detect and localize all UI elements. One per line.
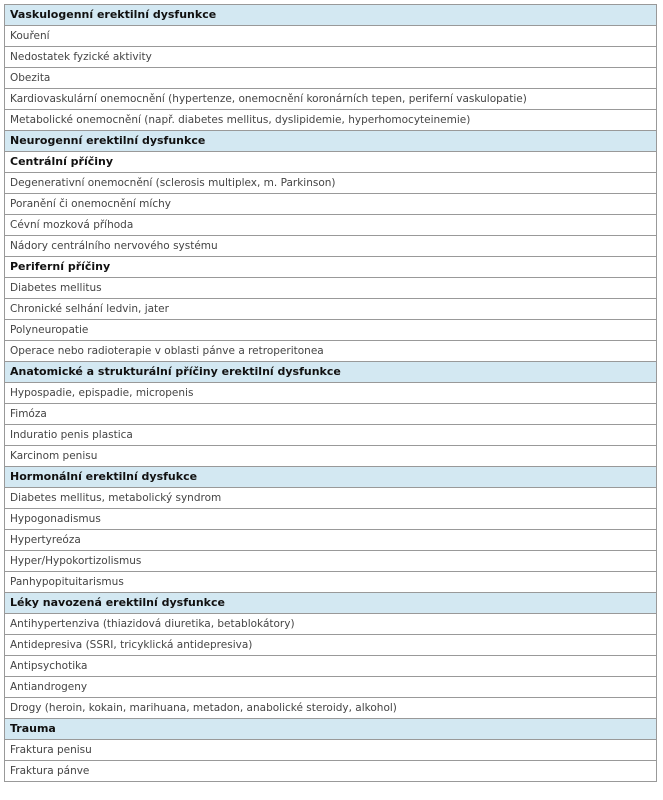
table-row	[5, 551, 657, 572]
section-title: Neurogenní erektilní dysfunkce	[5, 131, 657, 152]
section-title: Anatomické a strukturální příčiny erektilní dysfunkce	[5, 362, 657, 383]
table-row	[5, 740, 657, 761]
table-row	[5, 173, 657, 194]
cell-text: Metabolické onemocnění (např. diabetes mellitus, dyslipidemie, hyperhomocyteinemie)	[5, 110, 657, 131]
section-title: Trauma	[5, 719, 657, 740]
section-header-row	[5, 593, 657, 614]
cell-text: Hypertyreóza	[5, 530, 657, 551]
cell-text: Hypospadie, epispadie, micropenis	[5, 383, 657, 404]
section-header-row	[5, 719, 657, 740]
table-row	[5, 572, 657, 593]
cell-text: Fimóza	[5, 404, 657, 425]
table-row	[5, 656, 657, 677]
table-body	[5, 5, 657, 782]
cell-text: Diabetes mellitus, metabolický syndrom	[5, 488, 657, 509]
table-row	[5, 404, 657, 425]
table-row	[5, 635, 657, 656]
cell-text: Obezita	[5, 68, 657, 89]
section-header-row	[5, 131, 657, 152]
table-row	[5, 110, 657, 131]
cell-text: Antihypertenziva (thiazidová diuretika, betablokátory)	[5, 614, 657, 635]
table-row	[5, 677, 657, 698]
section-header-row	[5, 5, 657, 26]
cell-text: Polyneuropatie	[5, 320, 657, 341]
table-row	[5, 278, 657, 299]
table-row	[5, 341, 657, 362]
table-row	[5, 299, 657, 320]
cell-text: Drogy (heroin, kokain, marihuana, metadon, anabolické steroidy, alkohol)	[5, 698, 657, 719]
cell-text: Chronické selhání ledvin, jater	[5, 299, 657, 320]
section-title: Hormonální erektilní dysfukce	[5, 467, 657, 488]
section-title: Léky navozená erektilní dysfunkce	[5, 593, 657, 614]
table-row	[5, 614, 657, 635]
cell-text: Operace nebo radioterapie v oblasti pánve a retroperitonea	[5, 341, 657, 362]
table-row	[5, 68, 657, 89]
table-row	[5, 383, 657, 404]
cell-text: Degenerativní onemocnění (sclerosis multiplex, m. Parkinson)	[5, 173, 657, 194]
subheader-label: Centrální příčiny	[5, 152, 657, 173]
cell-text: Antipsychotika	[5, 656, 657, 677]
cell-text: Poranění či onemocnění míchy	[5, 194, 657, 215]
subheader-row	[5, 257, 657, 278]
cell-text: Antiandrogeny	[5, 677, 657, 698]
section-title: Vaskulogenní erektilní dysfunkce	[5, 5, 657, 26]
table-row	[5, 215, 657, 236]
subheader-row	[5, 152, 657, 173]
table-row	[5, 530, 657, 551]
cell-text: Kouření	[5, 26, 657, 47]
cell-text: Fraktura penisu	[5, 740, 657, 761]
subheader-label: Periferní příčiny	[5, 257, 657, 278]
section-header-row	[5, 467, 657, 488]
section-header-row	[5, 362, 657, 383]
table-row	[5, 47, 657, 68]
table-row	[5, 236, 657, 257]
table-row	[5, 194, 657, 215]
cell-text: Induratio penis plastica	[5, 425, 657, 446]
cell-text: Panhypopituitarismus	[5, 572, 657, 593]
table-row	[5, 425, 657, 446]
table-row	[5, 26, 657, 47]
cell-text: Fraktura pánve	[5, 761, 657, 782]
table-row	[5, 320, 657, 341]
causes-table	[4, 4, 657, 782]
cell-text: Cévní mozková příhoda	[5, 215, 657, 236]
cell-text: Nedostatek fyzické aktivity	[5, 47, 657, 68]
cell-text: Antidepresiva (SSRI, tricyklická antidepresiva)	[5, 635, 657, 656]
table-row	[5, 488, 657, 509]
cell-text: Hypogonadismus	[5, 509, 657, 530]
table-row	[5, 509, 657, 530]
cell-text: Diabetes mellitus	[5, 278, 657, 299]
table-row	[5, 446, 657, 467]
table-row	[5, 761, 657, 782]
cell-text: Hyper/Hypokortizolismus	[5, 551, 657, 572]
cell-text: Nádory centrálního nervového systému	[5, 236, 657, 257]
table-row	[5, 698, 657, 719]
cell-text: Karcinom penisu	[5, 446, 657, 467]
cell-text: Kardiovaskulární onemocnění (hypertenze, onemocnění koronárních tepen, periferní vaskulopatie)	[5, 89, 657, 110]
table-row	[5, 89, 657, 110]
